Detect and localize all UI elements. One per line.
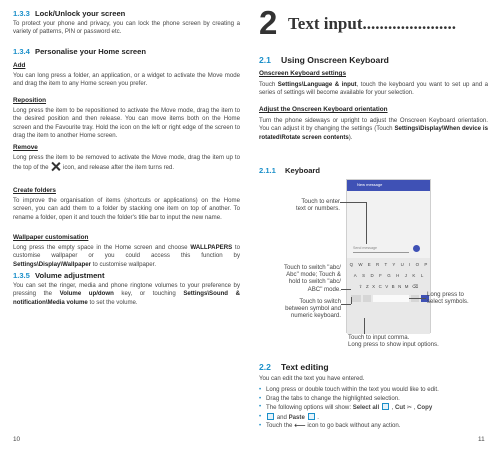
- callout-line: [341, 289, 351, 290]
- bullet-item: • Touch the ⟵ icon to go back without any action.: [259, 422, 439, 431]
- comma-key: [363, 295, 371, 302]
- label-add: Add: [13, 62, 26, 69]
- back-arrow-icon: ⟵: [294, 421, 306, 431]
- callout-line: [351, 297, 352, 304]
- callout-line: [366, 202, 367, 244]
- section-number: 2.1: [259, 55, 271, 65]
- key-row-2: [347, 273, 430, 278]
- volume-body: You can set the ringer, media and phone ringtone volumes to your preference by pressing the Volume up/down key, or touching Settings\Sound & notification\Media volume to set the volume.: [13, 282, 240, 306]
- key: C: [378, 284, 382, 289]
- heading-text-editing: [259, 362, 329, 372]
- page-number-left: 10: [13, 436, 21, 443]
- section-number: 1.3.3: [13, 9, 30, 18]
- message-input: Send message: [353, 244, 409, 253]
- section-number: 1.3.5: [13, 271, 30, 280]
- orientation-body: Turn the phone sideways or upright to adjust the Onscreen Keyboard orientation. You can adjust it by changing the settings (Touch Settings\Display\When device is rotated\Rotate screen contents).: [259, 117, 488, 141]
- label-create-folders: Create folders: [13, 187, 56, 194]
- page-number-right: 11: [478, 436, 485, 443]
- section-number: 1.3.4: [13, 47, 30, 56]
- cut-label: Cut: [394, 404, 406, 412]
- heading-keyboard: [259, 166, 320, 175]
- key: P: [424, 262, 428, 267]
- section-title: Volume adjustment: [35, 271, 105, 280]
- key: A: [353, 273, 357, 278]
- section-title: Personalise your Home screen: [35, 47, 147, 56]
- editing-bullets: [259, 386, 439, 431]
- key: V: [385, 284, 389, 289]
- keyboard-settings-body: Touch Settings\Language & input, touch the keyboard you want to set up and a series of settings will become available for your selection.: [259, 81, 489, 97]
- remove-body: Long press the item to be removed to activate the Move mode, drag the item up to the top of the icon, and release after the item turns red.: [13, 154, 240, 172]
- key: T: [384, 262, 388, 267]
- key: I: [409, 262, 411, 267]
- key: Z: [365, 284, 369, 289]
- label-keyboard-orientation: Adjust the Onscreen Keyboard orientation: [259, 106, 388, 113]
- space-key: [373, 295, 409, 302]
- key: X: [372, 284, 376, 289]
- key: B: [391, 284, 395, 289]
- callout-switch-case: Touch to switch "abc/ Abc" mode; Touch & hold to switch "abc/ ABC" mode.: [283, 264, 341, 293]
- key: F: [379, 273, 382, 278]
- paste-label: Paste: [288, 413, 305, 421]
- key: Y: [392, 262, 396, 267]
- send-icon: [413, 245, 420, 252]
- heading-lock-unlock: [13, 9, 125, 18]
- label-reposition: Reposition: [13, 97, 47, 104]
- key: N: [398, 284, 402, 289]
- text-editing-body: You can edit the text you have entered.: [259, 375, 365, 382]
- chapter-number: 2: [259, 4, 278, 41]
- toolbar-title: New message: [357, 182, 383, 187]
- key: S: [362, 273, 366, 278]
- section-title: Keyboard: [285, 166, 321, 175]
- close-x-icon: [51, 162, 60, 171]
- backspace-key-icon: ⌫: [411, 284, 419, 289]
- heading-onscreen-keyboard: [259, 55, 389, 65]
- callout-line: [341, 304, 351, 305]
- heading-personalise: [13, 47, 146, 56]
- symbols-key: [351, 295, 361, 302]
- heading-volume: [13, 271, 104, 280]
- lock-body: To protect your phone and privacy, you can lock the phone screen by creating a variety of patterns, PIN or password etc.: [13, 20, 240, 36]
- onscreen-keyboard: [347, 258, 430, 334]
- label-remove: Remove: [13, 144, 38, 151]
- key: J: [404, 273, 407, 278]
- key: L: [420, 273, 424, 278]
- shift-key-icon: ⇧: [358, 284, 363, 289]
- callout-line: [340, 202, 366, 203]
- callout-symbols-numbers: Touch to switch between symbol and numeric keyboard.: [285, 298, 341, 320]
- section-title: Using Onscreen Keyboard: [281, 55, 389, 65]
- wallpaper-body: Long press the empty space in the Home screen and choose WALLPAPERS to customise wallpaper or you could access this function by Settings\Display\Wallpaper to customise wallpaper.: [13, 244, 241, 268]
- label-wallpaper: Wallpaper customisation: [13, 234, 89, 241]
- label-keyboard-settings: Onscreen Keyboard settings: [259, 70, 347, 77]
- select-all-icon: [382, 403, 389, 410]
- section-title: Lock/Unlock your screen: [35, 9, 126, 18]
- key: G: [387, 273, 391, 278]
- key-row-1: [347, 262, 430, 267]
- callout-line: [364, 318, 365, 334]
- section-title: Text editing: [281, 362, 329, 372]
- paste-icon: [308, 413, 315, 420]
- key: D: [370, 273, 374, 278]
- chapter-title: Text input......................: [288, 14, 456, 33]
- scissors-icon: ✂: [406, 404, 412, 412]
- key: Q: [349, 262, 354, 267]
- callout-enter-text: Touch to enter text or numbers.: [295, 198, 340, 213]
- bullet-item: • The following options will show: Select all , Cut ✂ , Copy: [259, 403, 439, 413]
- copy-icon: [267, 413, 274, 420]
- copy-label: Copy: [417, 404, 433, 412]
- key-row-3: [347, 284, 430, 290]
- section-number: 2.1.1: [259, 166, 276, 175]
- section-number: 2.2: [259, 362, 271, 372]
- bullet-item: • Drag the tabs to change the highlighted selection.: [259, 395, 439, 404]
- reposition-body: Long press the item to be repositioned to activate the Move mode, drag the item to the desired position and then release. You can move items both on the Home screen and the Favourite tray. Hold the icon on the left or right edge of the screen to drag the item to another Home screen.: [13, 107, 240, 139]
- bullet-item: • Long press or double touch within the text you would like to edit.: [259, 386, 439, 395]
- key: U: [400, 262, 404, 267]
- key: M: [404, 284, 409, 289]
- app-toolbar: [347, 180, 430, 191]
- bullet-continuation: • and Paste .: [259, 413, 439, 423]
- callout-comma: Touch to input comma. Long press to show input options.: [348, 334, 439, 349]
- key: K: [412, 273, 416, 278]
- callout-line: [409, 298, 426, 299]
- key: E: [367, 262, 371, 267]
- key: H: [396, 273, 400, 278]
- folders-body: To improve the organisation of items (shortcuts or applications) on the Home screen, you can add them to a folder by stacking one item on top of another. To rename a folder, open it and touch the folder's title bar to input the new name.: [13, 197, 240, 221]
- select-all-label: Select all: [352, 404, 380, 412]
- key: W: [358, 262, 363, 267]
- add-body: You can long press a folder, an application, or a widget to activate the Move mode and drag the item to any Home screen you prefer.: [13, 72, 240, 88]
- key: O: [415, 262, 420, 267]
- callout-select-symbols: Long press to select symbols.: [427, 291, 469, 306]
- key: R: [376, 262, 380, 267]
